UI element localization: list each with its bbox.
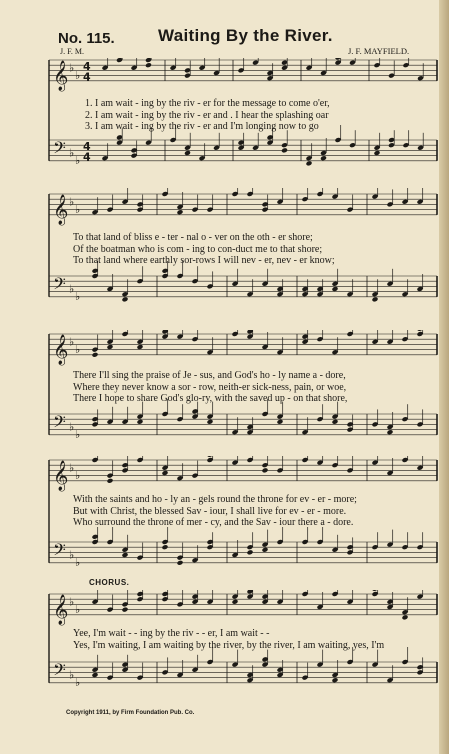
note-head [247,549,254,555]
music-system-5 [47,590,441,704]
flat-icon: ♭ [75,469,81,483]
lyric-line: To that land where earthly sor-rows I will nev - er, nev - er know; [73,255,335,266]
note-head [122,296,129,302]
bass-clef-icon: 𝄢 [53,539,66,564]
note-head [107,478,114,484]
flat-icon: ♭ [69,548,75,562]
note-head [332,677,339,683]
hymn-number: No. 115. [58,30,115,47]
note-head [332,286,339,292]
note-head [306,160,313,166]
note-head [207,419,214,425]
bass-clef-icon: 𝄢 [53,273,66,298]
flat-icon: ♭ [75,427,81,441]
music-credit: J. F. MAYFIELD. [348,46,410,56]
lyric-line: To that land of bliss e - ter - nal o - ver on the oth - er shore; [73,232,313,243]
note-head [137,419,144,425]
lyric-line: Who surround the throne of mer - cy, and the Sav - iour there a - dore. [73,517,354,528]
lyric-line: Where they never know a sor - row, neith-er sick-ness, pain, or woe, [73,381,347,393]
flat-icon: ♭ [75,69,81,83]
note-head [332,419,339,425]
flat-icon: ♭ [69,668,75,682]
flat-icon: ♭ [69,61,75,75]
flat-icon: ♭ [69,420,75,434]
note-head [374,150,381,156]
note-head [262,467,269,473]
note-head [122,607,129,613]
music-system-4 [47,456,441,578]
flat-icon: ♭ [75,603,81,617]
time-signature: 4 [83,59,91,73]
time-signature: 4 [83,139,91,153]
lyrics-block-3 [47,370,449,405]
note-head [92,352,99,358]
note-head [387,429,394,435]
copyright-notice: Copyright 1911, by Firm Foundation Pub. Co. [66,710,195,716]
lyric-line: 3. I am wait - ing by the riv - er and I'm longing now to go [85,121,319,132]
note-head [320,155,327,161]
lyric-line: But with Christ, the blessed Sav - iour, I shall live for ev - er - more. [73,505,347,517]
note-head [162,470,169,476]
lyrics-block-2 [47,232,449,267]
note-head [277,419,284,425]
flat-icon: ♭ [69,146,75,160]
lyric-line: There I hope to share God's glo-ry, with the saved up - on that shore, [73,393,348,404]
lyric-line: 1. I am wait - ing by the riv - er for the message to come o'er, [85,98,330,109]
bass-clef-icon: 𝄢 [53,659,66,684]
time-signature: 4 [83,150,91,164]
music-system-2 [47,188,441,316]
note-head [232,599,239,605]
flat-icon: ♭ [69,335,75,349]
note-head [177,209,184,215]
flat-icon: ♭ [75,555,81,569]
note-head [402,614,409,620]
treble-clef-icon: 𝄞 [53,460,69,491]
hymn-title: Waiting By the River. [158,26,333,45]
music-system-3 [47,330,441,450]
note-head [162,544,169,550]
lyrics-block-1 [47,98,449,133]
lyric-line: Yee, I'm wait - - ing by the riv - - er, I am wait - - [73,628,270,639]
lyric-line: Yes, I'm waiting, I am waiting by the river, by the river, I am waiting, yes, I'm [73,639,385,651]
music-system-1 [47,58,441,180]
note-head [137,344,144,350]
lyrics-block-4 [47,494,449,529]
flat-icon: ♭ [75,153,81,167]
note-head [145,62,152,68]
flat-icon: ♭ [75,343,81,357]
bass-clef-icon: 𝄢 [53,137,66,162]
chorus-label: CHORUS. [89,578,130,587]
treble-clef-icon: 𝄞 [53,594,69,625]
note-head [372,296,379,302]
note-head [92,672,99,678]
flat-icon: ♭ [69,282,75,296]
flat-icon: ♭ [69,461,75,475]
lyric-line: There I'll sing the praise of Je - sus, and God's ho - ly name a - dore, [73,370,346,381]
flat-icon: ♭ [69,195,75,209]
flat-icon: ♭ [75,289,81,303]
treble-clef-icon: 𝄞 [53,60,69,91]
note-head [107,344,114,350]
note-head [184,150,191,156]
flat-icon: ♭ [75,203,81,217]
lyric-line: 2. I am wait - ing by the riv - er and . I hear the splashing oar [85,109,329,121]
note-head [281,147,288,153]
note-head [177,560,184,566]
lyric-line: Of the boatman who is com - ing to con-duct me to that shore; [73,243,323,255]
words-credit: J. F. M. [60,47,85,56]
lyric-line: With the saints and ho - ly an - gels round the throne for ev - er - more; [73,494,357,505]
treble-clef-icon: 𝄞 [53,194,69,225]
flat-icon: ♭ [75,675,81,689]
treble-clef-icon: 𝄞 [53,334,69,365]
note-head [262,547,269,553]
note-head [122,552,129,558]
time-signature: 4 [83,70,91,84]
bass-clef-icon: 𝄢 [53,411,66,436]
lyrics-block-5 [47,628,449,651]
flat-icon: ♭ [69,595,75,609]
